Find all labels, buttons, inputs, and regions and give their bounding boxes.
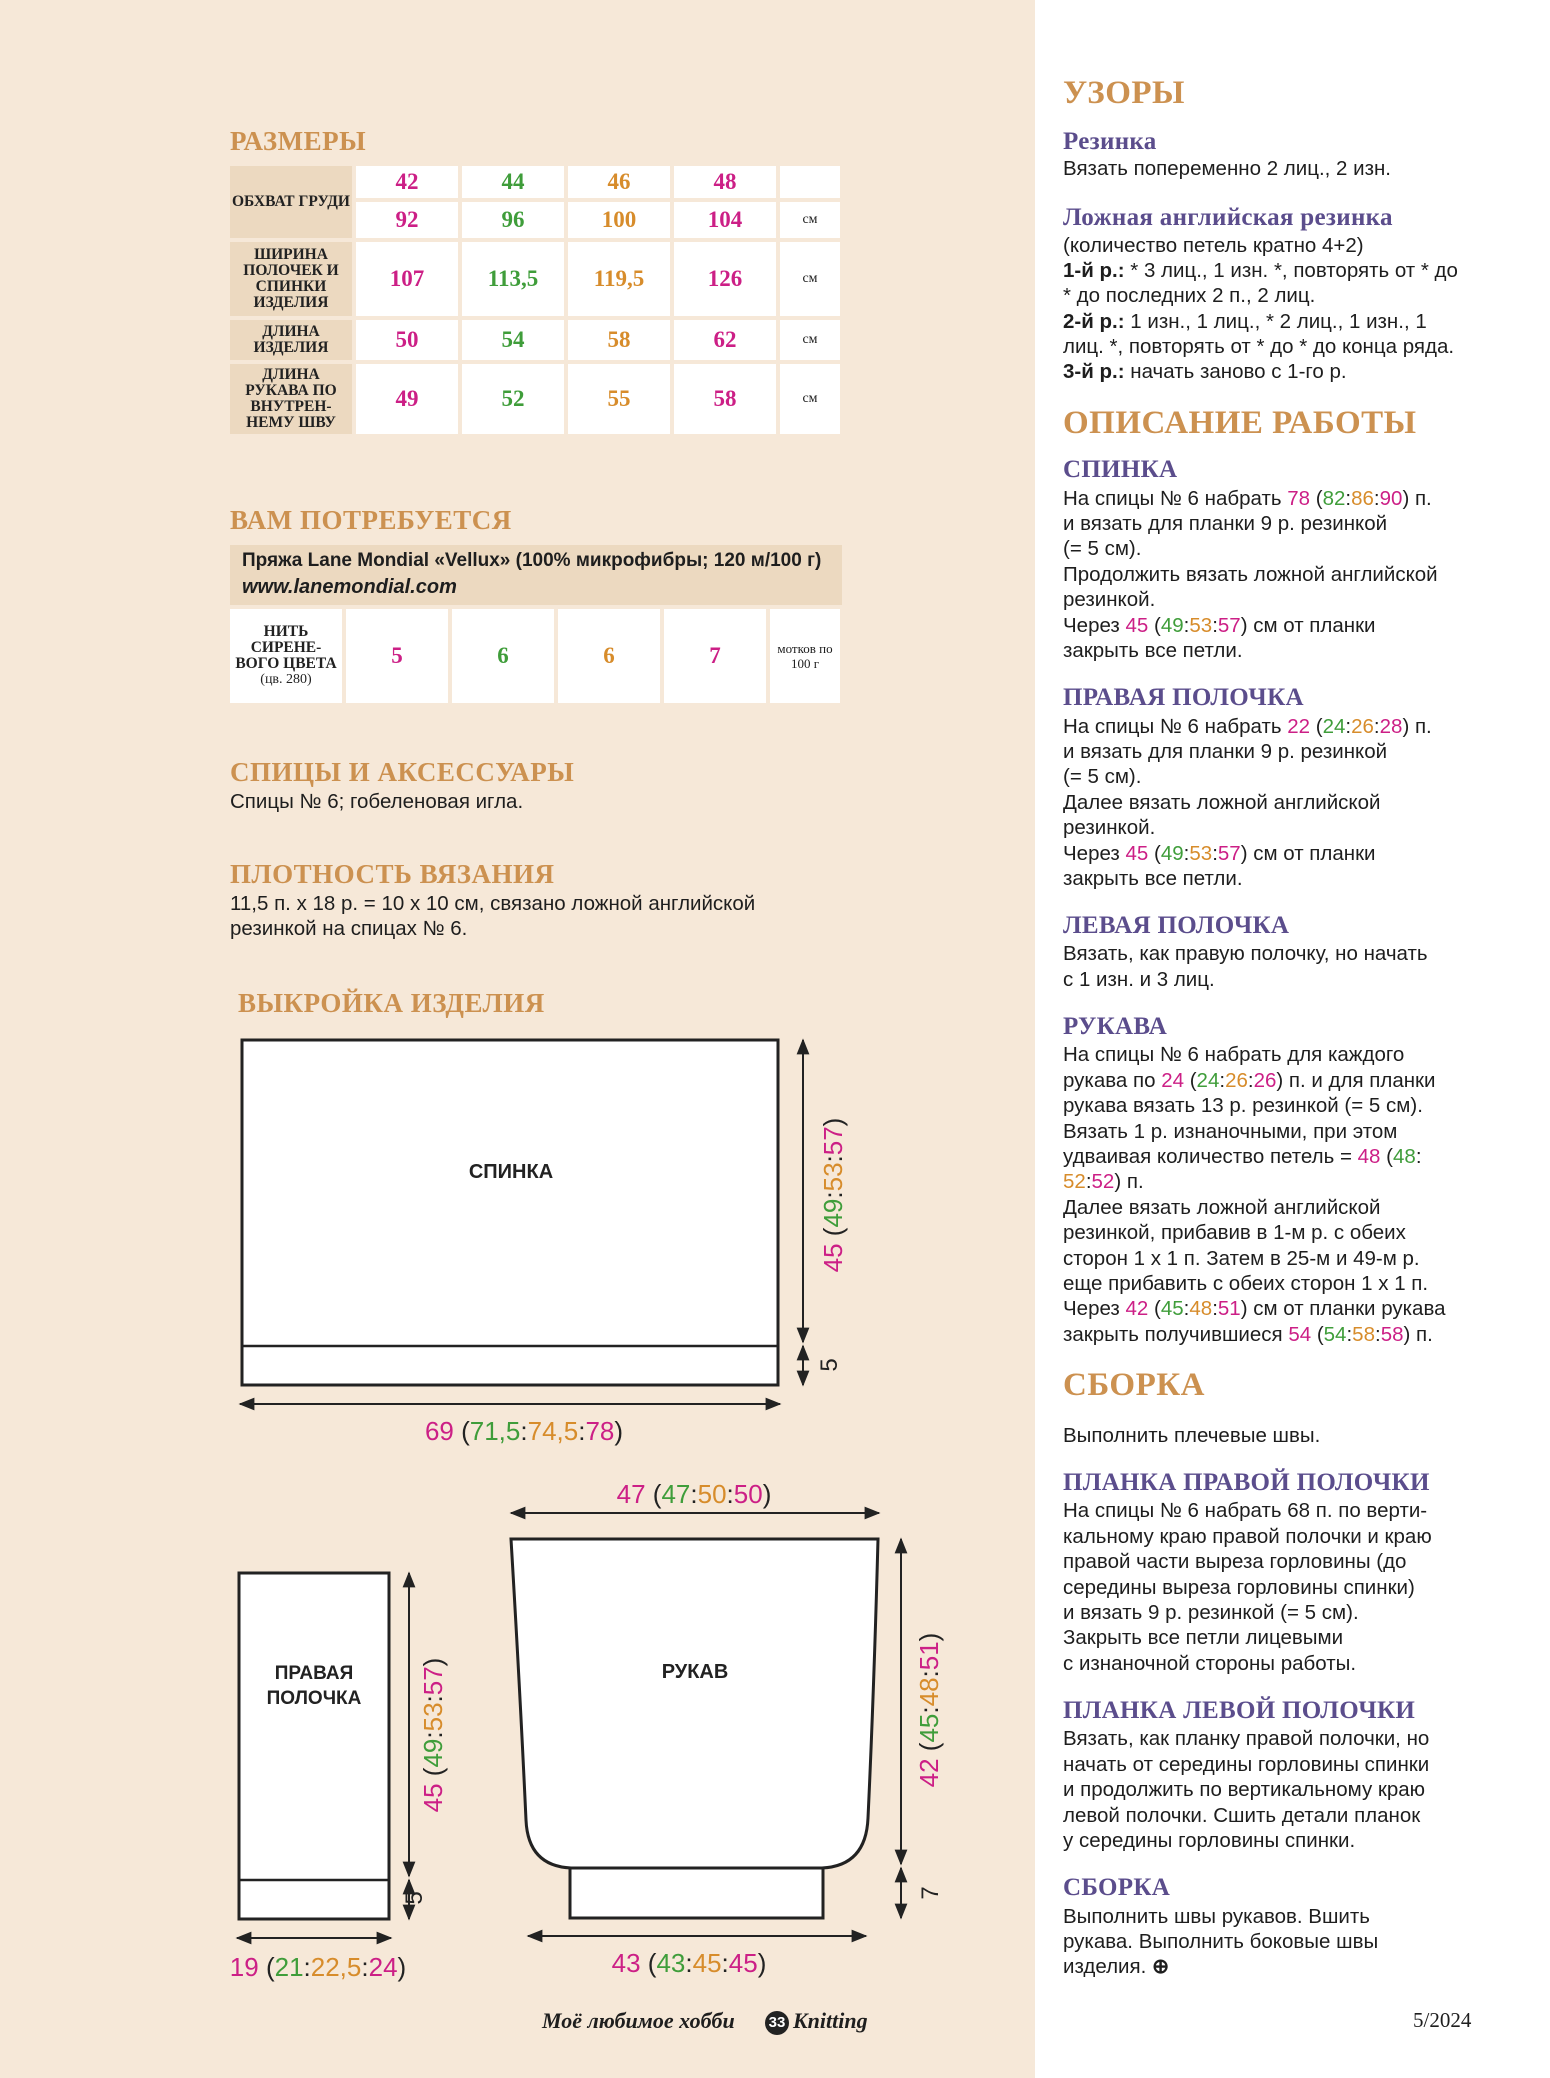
text: На спицы № 6 набрать	[1063, 487, 1288, 510]
false-rib-text	[1063, 258, 1458, 284]
back-text: и вязать для планки 9 р. резинкой	[1063, 512, 1388, 535]
left-front-text: Вязать, как правую полочку, но начать	[1063, 942, 1428, 965]
gauge-title: ПЛОТНОСТЬ ВЯЗАНИЯ	[230, 859, 555, 889]
num: 22	[1287, 715, 1311, 738]
front-label: ПОЛОЧКА	[266, 1688, 362, 1709]
back-piece	[242, 1040, 778, 1385]
right-front-title: ПРАВАЯ ПОЛОЧКА	[1063, 684, 1304, 711]
yarn-name: Пряжа Lane Mondial «Vellux» (100% микрофибры; 120 м/100 г)	[242, 550, 822, 571]
rib-title: Резинка	[1063, 128, 1157, 155]
front-width-label: 19 (21:22,5:24)	[229, 1952, 407, 1982]
text: см от планки	[1247, 614, 1376, 637]
num: 52	[1063, 1170, 1086, 1193]
right-band-text: правой части выреза горловины (до	[1063, 1550, 1407, 1573]
left-band-title: ПЛАНКА ЛЕВОЙ ПОЛОЧКИ	[1063, 1697, 1416, 1724]
size-value-cell: 58	[674, 364, 776, 434]
issue-number: 5/2024	[1413, 2008, 1472, 2032]
row-text: начать заново с 1-го р.	[1124, 360, 1347, 383]
false-rib-text: лиц. *, повторять от * до * до конца ряда.	[1063, 335, 1455, 358]
assembly2-text: рукава. Выполнить боковые швы	[1063, 1930, 1379, 1953]
dim-value: 53	[818, 1162, 848, 1192]
back-text: (= 5 см).	[1063, 537, 1142, 560]
left-band-text: и продолжить по вертикальному краю	[1063, 1778, 1426, 1801]
text: рукава по	[1063, 1069, 1162, 1092]
text: см от планки	[1247, 842, 1376, 865]
back-text: резинкой.	[1063, 588, 1156, 611]
dim-value: 21	[274, 1952, 304, 1982]
right-band-text: кальному краю правой полочки и краю	[1063, 1525, 1432, 1548]
front-piece	[239, 1573, 389, 1919]
sleeves-text: еще прибавить с обеих сторон 1 х 1 п.	[1063, 1272, 1429, 1295]
dim-value: 22,5	[310, 1952, 362, 1982]
right-front-text: резинкой.	[1063, 816, 1156, 839]
size-row-label: ОБХВАТ ГРУДИ	[230, 166, 352, 238]
dim-value: 19	[229, 1952, 259, 1982]
num: 53	[1189, 842, 1213, 865]
page-number: 33	[765, 2011, 789, 2035]
sleeves-text: удваивая количество петель = 48 (48:	[1063, 1145, 1422, 1168]
row-label: 1-й р.:	[1063, 259, 1125, 282]
size-value-cell: 107	[356, 242, 458, 316]
back-text: На спицы № 6 набрать 78 (82:86:90) п.	[1063, 487, 1432, 510]
size-value-cell: 119,5	[568, 242, 670, 316]
right-front-text: и вязать для планки 9 р. резинкой	[1063, 740, 1388, 763]
text: п.	[1410, 1323, 1433, 1346]
sizes-title: РАЗМЕРЫ	[230, 126, 367, 156]
num: 45	[1125, 842, 1149, 865]
num: 24	[1322, 715, 1346, 738]
patterns-title: УЗОРЫ	[1063, 75, 1185, 111]
sleeves-text: На спицы № 6 набрать для каждого	[1063, 1043, 1405, 1066]
sleeves-text: 52:52) п.	[1063, 1170, 1144, 1193]
sleeves-text: Далее вязать ложной английской	[1063, 1196, 1381, 1219]
back-width-label: 69 (71,5:74,5:78)	[424, 1416, 624, 1446]
dim-value: 50	[697, 1479, 727, 1509]
size-header-cell: 42	[356, 166, 458, 198]
sleeves-text: рукава вязать 13 р. резинкой (= 5 см).	[1063, 1094, 1423, 1117]
dim-value: 51	[914, 1641, 944, 1671]
dim-value: 71,5	[469, 1416, 521, 1446]
false-rib-text	[1063, 359, 1347, 385]
right-band-text: Закрыть все петли лицевыми	[1063, 1626, 1344, 1649]
text: см от планки рукава	[1247, 1297, 1446, 1320]
right-band-text: На спицы № 6 набрать 68 п. по верти-	[1063, 1499, 1428, 1522]
yarn-value-cell: 6	[558, 609, 660, 703]
left-front-text: с 1 изн. и 3 лиц.	[1063, 968, 1215, 991]
magazine-section: Knitting	[793, 2008, 868, 2033]
size-value-cell: 113,5	[462, 242, 564, 316]
dim-value: 45	[914, 1713, 944, 1743]
left-band-text: начать от середины горловины спинки	[1063, 1753, 1430, 1776]
dim-value: 45	[728, 1948, 758, 1978]
yarn-unit-cell: мотков по 100 г	[770, 609, 840, 703]
size-row-label: ШИРИНА ПОЛОЧЕК И СПИНКИ ИЗДЕЛИЯ	[230, 242, 352, 316]
dim-value: 49	[418, 1738, 448, 1768]
unit-cell: см	[780, 202, 840, 238]
yarn-label: НИТЬ СИРЕНЕ-ВОГО ЦВЕТА	[235, 623, 337, 672]
needles-text: Спицы № 6; гобеленовая игла.	[230, 790, 524, 813]
size-value-cell: 54	[462, 320, 564, 360]
num: 42	[1125, 1297, 1149, 1320]
dim-value: 43	[611, 1948, 641, 1978]
front-label: ПРАВАЯ	[274, 1663, 354, 1684]
text: закрыть получившиеся	[1063, 1323, 1289, 1346]
num: 26	[1253, 1069, 1277, 1092]
false-rib-text: * до последних 2 п., 2 лиц.	[1063, 284, 1316, 307]
num: 45	[1125, 614, 1149, 637]
yarn-url: www.lanemondial.com	[242, 576, 457, 598]
false-rib-title: Ложная английская резинка	[1063, 204, 1393, 231]
sleeve-cuff	[570, 1868, 823, 1918]
assembly-text: Выполнить плечевые швы.	[1063, 1424, 1321, 1447]
num: 26	[1351, 715, 1374, 738]
back-text: Через 45 (49:53:57) см от планки	[1063, 614, 1376, 637]
num: 54	[1323, 1323, 1347, 1346]
size-row-label: ДЛИНА ИЗДЕЛИЯ	[230, 320, 352, 360]
size-header-cell: 48	[674, 166, 776, 198]
right-front-text: закрыть все петли.	[1063, 867, 1243, 890]
text: На спицы № 6 набрать	[1063, 715, 1288, 738]
right-band-text: середины выреза горловины спинки)	[1063, 1576, 1415, 1599]
num: 49	[1160, 614, 1184, 637]
num: 26	[1225, 1069, 1248, 1092]
back-title: СПИНКА	[1063, 456, 1178, 483]
num: 45	[1160, 1297, 1184, 1320]
gauge-text: 11,5 п. х 18 р. = 10 х 10 см, связано ложной английской	[230, 892, 756, 915]
dim-value: 45	[818, 1243, 848, 1273]
text: п.	[1409, 487, 1432, 510]
left-band-text: левой полочки. Сшить детали планок	[1063, 1804, 1421, 1827]
text: удваивая количество петель =	[1063, 1145, 1358, 1168]
right-band-text: и вязать 9 р. резинкой (= 5 см).	[1063, 1601, 1359, 1624]
dim-value: 48	[914, 1677, 944, 1707]
size-value-cell: 62	[674, 320, 776, 360]
assembly-title: СБОРКА	[1063, 1367, 1206, 1403]
num: 48	[1189, 1297, 1213, 1320]
dim-value: 50	[733, 1479, 763, 1509]
row-text: 1 изн., 1 лиц., * 2 лиц., 1 изн., 1	[1124, 310, 1427, 333]
description-title: ОПИСАНИЕ РАБОТЫ	[1063, 405, 1417, 441]
dim-value: 49	[818, 1198, 848, 1228]
dim-value: 53	[418, 1702, 448, 1732]
false-rib-text: (количество петель кратно 4+2)	[1063, 234, 1364, 257]
right-front-text: Далее вязать ложной английской	[1063, 791, 1381, 814]
num: 24	[1196, 1069, 1220, 1092]
magazine-name: Моё любимое хобби	[542, 2008, 735, 2033]
dim-value: 57	[418, 1666, 448, 1696]
assembly2-text: Выполнить швы рукавов. Вшить	[1063, 1905, 1370, 1928]
text: Через	[1063, 1297, 1126, 1320]
front-rib-label: 5	[401, 1891, 428, 1905]
size-header-cell: 44	[462, 166, 564, 198]
dim-value: 47	[661, 1479, 691, 1509]
dim-value: 47	[616, 1479, 646, 1509]
right-front-text: Через 45 (49:53:57) см от планки	[1063, 842, 1376, 865]
pattern-title: ВЫКРОЙКА ИЗДЕЛИЯ	[238, 988, 545, 1018]
size-row-label: ДЛИНА РУКАВА ПО ВНУТРЕН-НЕМУ ШВУ	[230, 364, 352, 434]
dim-value: 43	[656, 1948, 686, 1978]
num: 48	[1357, 1145, 1381, 1168]
size-value-cell: 126	[674, 242, 776, 316]
text: п.	[1409, 715, 1432, 738]
sleeve-label: РУКАВ	[661, 1661, 729, 1683]
sleeve-height-label: 42 (45:48:51)	[914, 1632, 944, 1788]
size-value-cell: 49	[356, 364, 458, 434]
yarn-value-cell: 5	[346, 609, 448, 703]
dim-value: 42	[914, 1758, 944, 1788]
sleeve-top-label: 47 (47:50:50)	[616, 1479, 772, 1509]
dim-value: 69	[424, 1416, 454, 1446]
text: п.	[1121, 1170, 1144, 1193]
row-label: 3-й р.:	[1063, 360, 1125, 383]
dim-value: 45	[418, 1783, 448, 1813]
size-value-cell: 96	[462, 202, 564, 238]
num: 48	[1393, 1145, 1416, 1168]
right-band-title: ПЛАНКА ПРАВОЙ ПОЛОЧКИ	[1063, 1469, 1430, 1496]
back-label: СПИНКА	[468, 1161, 554, 1183]
gauge-text: резинкой на спицах № 6.	[230, 917, 468, 940]
num: 28	[1379, 715, 1403, 738]
assembly2-text	[1063, 1954, 1169, 1980]
sleeves-text: Через 42 (45:48:51) см от планки рукава	[1063, 1297, 1446, 1320]
sleeve-bottom-label: 43 (43:45:45)	[611, 1948, 767, 1978]
materials-title: ВАМ ПОТРЕБУЕТСЯ	[230, 505, 512, 535]
right-band-text: с изнаночной стороны работы.	[1063, 1652, 1357, 1675]
size-value-cell: 55	[568, 364, 670, 434]
size-value-cell: 50	[356, 320, 458, 360]
num: 24	[1161, 1069, 1185, 1092]
sleeves-text: сторон 1 х 1 п. Затем в 25-м и 49-м р.	[1063, 1247, 1420, 1270]
dim-value: 74,5	[527, 1416, 579, 1446]
unit-cell: см	[780, 242, 840, 316]
row-text: * 3 лиц., 1 изн. *, повторять от * до	[1124, 259, 1458, 282]
num: 57	[1217, 842, 1241, 865]
yarn-value-cell: 6	[452, 609, 554, 703]
size-header-cell: 46	[568, 166, 670, 198]
num: 53	[1189, 614, 1213, 637]
num: 58	[1352, 1323, 1375, 1346]
size-value-cell: 58	[568, 320, 670, 360]
rib-text: Вязать попеременно 2 лиц., 2 изн.	[1063, 157, 1391, 180]
text: изделия.	[1063, 1955, 1147, 1978]
left-band-text: у середины горловины спинки.	[1063, 1829, 1356, 1852]
num: 58	[1380, 1323, 1404, 1346]
sleeves-text: Вязать 1 р. изнаночными, при этом	[1063, 1120, 1398, 1143]
text: Через	[1063, 614, 1126, 637]
sleeves-title: РУКАВА	[1063, 1013, 1168, 1040]
num: 49	[1160, 842, 1184, 865]
left-band-text: Вязать, как планку правой полочки, но	[1063, 1727, 1430, 1750]
dim-value: 24	[368, 1952, 398, 1982]
dim-value: 78	[585, 1416, 615, 1446]
size-value-cell: 92	[356, 202, 458, 238]
size-value-cell: 100	[568, 202, 670, 238]
front-height-label: 45 (49:53:57)	[418, 1657, 448, 1813]
sleeves-text: резинкой, прибавив в 1-м р. с обеих	[1063, 1221, 1406, 1244]
num: 78	[1287, 487, 1311, 510]
back-text: закрыть все петли.	[1063, 639, 1243, 662]
sleeve-rib-label: 7	[917, 1886, 944, 1900]
needles-title: СПИЦЫ И АКСЕССУАРЫ	[230, 757, 575, 787]
sleeve-piece	[511, 1539, 878, 1868]
dim-value: 45	[692, 1948, 722, 1978]
num: 57	[1217, 614, 1241, 637]
sleeves-text: рукава по 24 (24:26:26) п. и для планки	[1063, 1069, 1436, 1092]
yarn-color-code: (цв. 280)	[260, 672, 312, 687]
text: Через	[1063, 842, 1126, 865]
num: 90	[1379, 487, 1403, 510]
size-value-cell: 104	[674, 202, 776, 238]
num: 54	[1288, 1323, 1312, 1346]
row-label: 2-й р.:	[1063, 310, 1125, 333]
back-height-label: 45 (49:53:57)	[818, 1117, 848, 1273]
num: 86	[1351, 487, 1374, 510]
right-front-text: На спицы № 6 набрать 22 (24:26:28) п.	[1063, 715, 1432, 738]
unit-cell: см	[780, 364, 840, 434]
size-value-cell: 52	[462, 364, 564, 434]
false-rib-text	[1063, 309, 1427, 335]
left-front-title: ЛЕВАЯ ПОЛОЧКА	[1063, 912, 1290, 939]
num: 82	[1322, 487, 1346, 510]
text: п. и для планки	[1283, 1069, 1436, 1092]
yarn-value-cell: 7	[664, 609, 766, 703]
back-rib-label: 5	[816, 1358, 843, 1372]
sleeves-text: закрыть получившиеся 54 (54:58:58) п.	[1063, 1323, 1433, 1346]
unit-cell: см	[780, 320, 840, 360]
dim-value: 57	[818, 1126, 848, 1156]
back-text: Продолжить вязать ложной английской	[1063, 563, 1438, 586]
end-mark-icon: ⊕	[1152, 1955, 1170, 1978]
right-front-text: (= 5 см).	[1063, 765, 1142, 788]
assembly2-title: СБОРКА	[1063, 1874, 1171, 1901]
num: 52	[1091, 1170, 1115, 1193]
num: 51	[1217, 1297, 1241, 1320]
